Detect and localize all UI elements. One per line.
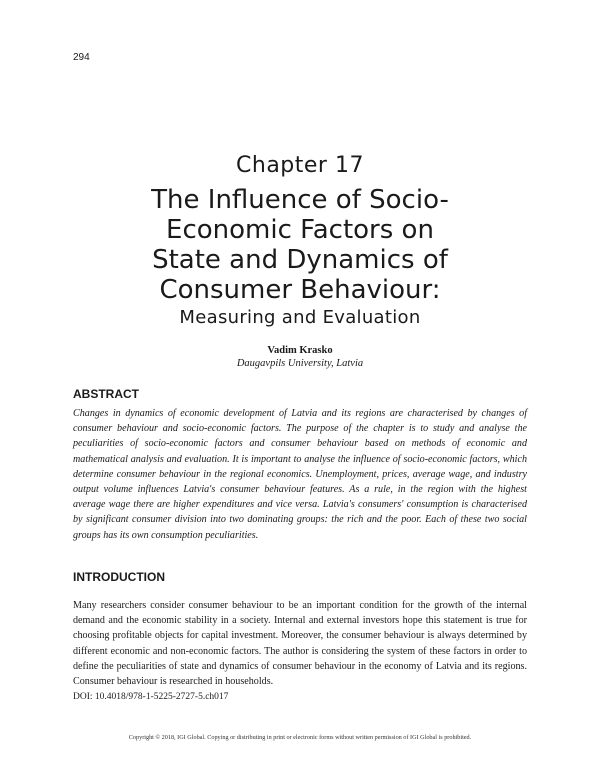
doi-line: DOI: 10.4018/978-1-5225-2727-5.ch017 bbox=[73, 692, 229, 702]
author-affiliation: Daugavpils University, Latvia bbox=[236, 358, 364, 369]
chapter-title-line: Economic Factors on bbox=[166, 215, 434, 245]
copyright-notice: Copyright © 2018, IGI Global. Copying or distributing in print or electronic forms without written permission of IGI Global is prohibited. bbox=[128, 734, 472, 741]
chapter-title-line: Consumer Behaviour: bbox=[159, 275, 441, 305]
page-number: 294 bbox=[73, 52, 90, 63]
chapter-title-line: State and Dynamics of bbox=[152, 245, 448, 275]
author-name: Vadim Krasko bbox=[267, 345, 333, 356]
chapter-heading bbox=[0, 153, 600, 329]
chapter-label: Chapter 17 bbox=[236, 153, 364, 178]
chapter-title bbox=[0, 185, 600, 305]
chapter-title-line: The Influence of Socio- bbox=[151, 185, 449, 215]
introduction-heading: INTRODUCTION bbox=[73, 570, 165, 584]
introduction-text: Many researchers consider consumer behaviour to be an important condition for the growth of the internal demand and the economic stability in a society. Internal and external investors hope this statement is true for choosing profitable objects for capital investment. Moreover, the consumer behaviour is always determined by different economic and non-economic factors. The author is considering the system of these factors in order to define the peculiarities of state and dynamics of consumer behaviour in the economy of Latvia and its regions. Consumer behaviour is researched in households. bbox=[73, 600, 527, 688]
abstract-text: Changes in dynamics of economic development of Latvia and its regions are characterised by changes of consumer behaviour and socio-economic factors. The purpose of the chapter is to study and analyse the peculiarities of socio-economic factors and consumer behaviour based on methods of economic and mathematical analysis and evaluation. It is important to analyse the influence of socio-economic factors, which determine consumer behaviour in the regional economics. Unemployment, prices, average wage, and industry output volume influences Latvia's consumer behaviour features. As a rule, in the region with the highest average wage there are higher expenditures and vice versa. Latvia's consumers' consumption is characterised by significant consumer division into two dominating groups: the rich and the poor. Each of these two social groups has its own consumption peculiarities. bbox=[73, 408, 527, 541]
chapter-subtitle: Measuring and Evaluation bbox=[179, 307, 421, 328]
author-block bbox=[0, 344, 600, 370]
abstract-heading: ABSTRACT bbox=[73, 387, 139, 401]
